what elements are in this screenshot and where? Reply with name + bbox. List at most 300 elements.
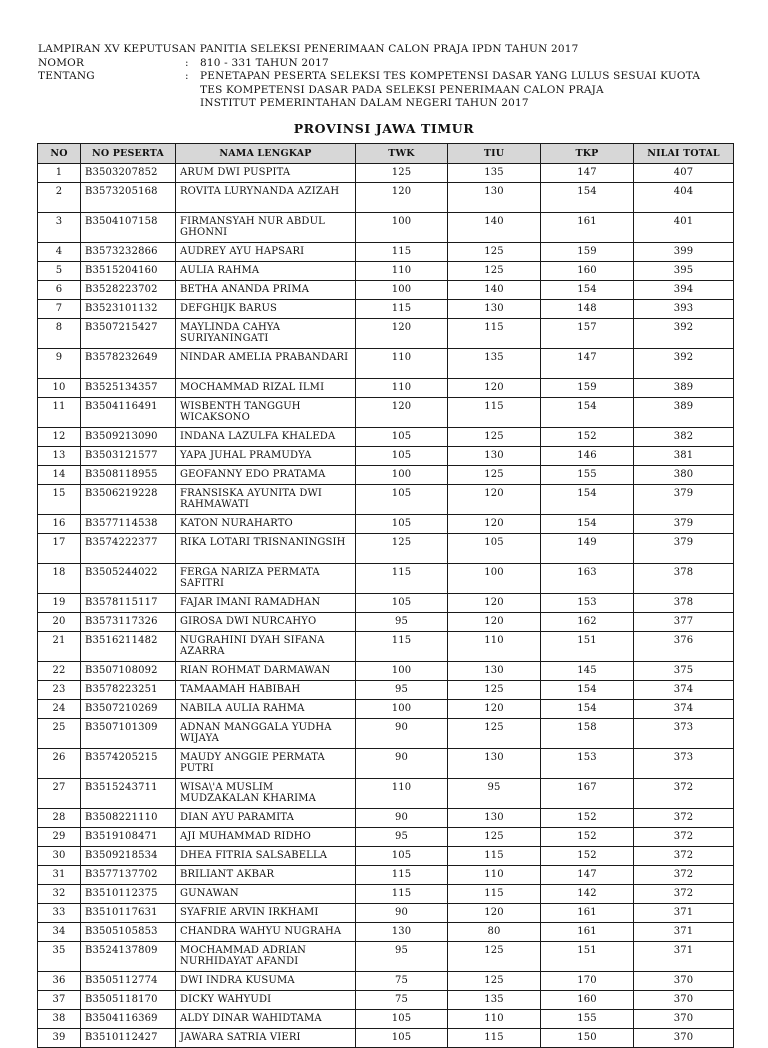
row-no-peserta: B3507101309 [81, 719, 176, 749]
row-twk: 115 [356, 885, 448, 904]
table-row [38, 594, 734, 613]
row-twk: 125 [356, 534, 448, 564]
row-nama-lengkap: WISA\'A MUSLIM MUDZAKALAN KHARIMA [176, 779, 356, 809]
row-twk: 105 [356, 1010, 448, 1029]
row-twk: 115 [356, 564, 448, 594]
row-tkp: 158 [541, 719, 634, 749]
table-row [38, 564, 734, 594]
tentang-value [200, 70, 738, 111]
col-header-tiu: TIU [448, 144, 541, 164]
row-twk: 100 [356, 466, 448, 485]
tentang-label: TENTANG [38, 70, 95, 82]
table-row [38, 779, 734, 809]
row-nama-lengkap: MOCHAMMAD ADRIAN NURHIDAYAT AFANDI [176, 942, 356, 972]
table-row [38, 1010, 734, 1029]
row-no: 7 [38, 300, 81, 319]
row-twk: 105 [356, 594, 448, 613]
row-tiu: 140 [448, 213, 541, 243]
row-tiu: 105 [448, 534, 541, 564]
row-tkp: 159 [541, 243, 634, 262]
row-nama-lengkap: FRANSISKA AYUNITA DWI RAHMAWATI [176, 485, 356, 515]
row-tkp: 154 [541, 681, 634, 700]
row-tiu: 135 [448, 991, 541, 1010]
row-tkp: 154 [541, 485, 634, 515]
row-no: 10 [38, 379, 81, 398]
tentang-line-3: INSTITUT PEMERINTAHAN DALAM NEGERI TAHUN 2017 [200, 97, 529, 109]
row-tkp: 152 [541, 809, 634, 828]
table-row [38, 183, 734, 213]
row-tkp: 145 [541, 662, 634, 681]
table-row [38, 828, 734, 847]
table-row [38, 213, 734, 243]
row-tiu: 120 [448, 613, 541, 632]
row-twk: 110 [356, 349, 448, 379]
row-nilai-total: 372 [634, 885, 734, 904]
row-twk: 75 [356, 972, 448, 991]
row-nama-lengkap: MAYLINDA CAHYA SURIYANINGATI [176, 319, 356, 349]
row-twk: 120 [356, 183, 448, 213]
row-tkp: 160 [541, 262, 634, 281]
row-twk: 75 [356, 991, 448, 1010]
row-nama-lengkap: CHANDRA WAHYU NUGRAHA [176, 923, 356, 942]
row-nama-lengkap: INDANA LAZULFA KHALEDA [176, 428, 356, 447]
row-no: 37 [38, 991, 81, 1010]
col-header-nilai-total: NILAI TOTAL [634, 144, 734, 164]
row-nama-lengkap: MOCHAMMAD RIZAL ILMI [176, 379, 356, 398]
row-twk: 105 [356, 515, 448, 534]
row-nilai-total: 370 [634, 972, 734, 991]
row-nama-lengkap: GEOFANNY EDO PRATAMA [176, 466, 356, 485]
row-nilai-total: 372 [634, 847, 734, 866]
row-tkp: 152 [541, 847, 634, 866]
row-tkp: 148 [541, 300, 634, 319]
row-tiu: 120 [448, 485, 541, 515]
row-no-peserta: B3577114538 [81, 515, 176, 534]
row-nama-lengkap: AJI MUHAMMAD RIDHO [176, 828, 356, 847]
row-nilai-total: 382 [634, 428, 734, 447]
row-no: 16 [38, 515, 81, 534]
row-no-peserta: B3515243711 [81, 779, 176, 809]
row-no: 13 [38, 447, 81, 466]
table-row [38, 164, 734, 183]
row-nama-lengkap: AUDREY AYU HAPSARI [176, 243, 356, 262]
row-nilai-total: 371 [634, 923, 734, 942]
row-nama-lengkap: DWI INDRA KUSUMA [176, 972, 356, 991]
table-row [38, 866, 734, 885]
row-nama-lengkap: FERGA NARIZA PERMATA SAFITRI [176, 564, 356, 594]
row-nilai-total: 373 [634, 749, 734, 779]
row-no-peserta: B3510112427 [81, 1029, 176, 1048]
row-no: 25 [38, 719, 81, 749]
row-nama-lengkap: DIAN AYU PARAMITA [176, 809, 356, 828]
row-nama-lengkap: JAWARA SATRIA VIERI [176, 1029, 356, 1048]
row-tkp: 150 [541, 1029, 634, 1048]
row-tiu: 95 [448, 779, 541, 809]
row-tkp: 155 [541, 1010, 634, 1029]
table-row [38, 700, 734, 719]
col-header-nama-lengkap: NAMA LENGKAP [176, 144, 356, 164]
row-tkp: 161 [541, 904, 634, 923]
row-twk: 115 [356, 300, 448, 319]
table-row [38, 923, 734, 942]
row-tiu: 115 [448, 847, 541, 866]
row-tkp: 167 [541, 779, 634, 809]
row-nilai-total: 377 [634, 613, 734, 632]
row-tiu: 110 [448, 866, 541, 885]
row-tiu: 120 [448, 700, 541, 719]
row-no: 26 [38, 749, 81, 779]
row-no-peserta: B3524137809 [81, 942, 176, 972]
row-nama-lengkap: FIRMANSYAH NUR ABDUL GHONNI [176, 213, 356, 243]
table-row [38, 428, 734, 447]
row-no: 9 [38, 349, 81, 379]
row-no: 38 [38, 1010, 81, 1029]
row-tiu: 110 [448, 632, 541, 662]
row-nama-lengkap: NABILA AULIA RAHMA [176, 700, 356, 719]
row-no-peserta: B3507215427 [81, 319, 176, 349]
row-twk: 95 [356, 942, 448, 972]
row-tiu: 125 [448, 681, 541, 700]
row-tiu: 110 [448, 1010, 541, 1029]
row-no-peserta: B3503207852 [81, 164, 176, 183]
table-row [38, 398, 734, 428]
row-no: 23 [38, 681, 81, 700]
row-no: 27 [38, 779, 81, 809]
row-twk: 105 [356, 847, 448, 866]
row-twk: 100 [356, 700, 448, 719]
row-tiu: 125 [448, 428, 541, 447]
row-tkp: 152 [541, 828, 634, 847]
row-nilai-total: 399 [634, 243, 734, 262]
row-twk: 125 [356, 164, 448, 183]
row-nama-lengkap: DHEA FITRIA SALSABELLA [176, 847, 356, 866]
row-tkp: 161 [541, 923, 634, 942]
row-twk: 90 [356, 809, 448, 828]
row-no: 30 [38, 847, 81, 866]
table-row [38, 632, 734, 662]
row-no-peserta: B3577137702 [81, 866, 176, 885]
row-no: 8 [38, 319, 81, 349]
row-tiu: 130 [448, 809, 541, 828]
nomor-value: 810 - 331 TAHUN 2017 [200, 56, 329, 69]
row-twk: 115 [356, 632, 448, 662]
row-nilai-total: 379 [634, 534, 734, 564]
row-no-peserta: B3523101132 [81, 300, 176, 319]
row-nama-lengkap: BETHA ANANDA PRIMA [176, 281, 356, 300]
table-row [38, 534, 734, 564]
table-row [38, 847, 734, 866]
table-row [38, 515, 734, 534]
row-no: 5 [38, 262, 81, 281]
row-nilai-total: 380 [634, 466, 734, 485]
row-no: 32 [38, 885, 81, 904]
row-no-peserta: B3573205168 [81, 183, 176, 213]
table-row [38, 942, 734, 972]
row-no-peserta: B3525134357 [81, 379, 176, 398]
row-nama-lengkap: FAJAR IMANI RAMADHAN [176, 594, 356, 613]
row-nama-lengkap: DEFGHIJK BARUS [176, 300, 356, 319]
row-no: 11 [38, 398, 81, 428]
row-no-peserta: B3507210269 [81, 700, 176, 719]
row-no: 3 [38, 213, 81, 243]
row-nilai-total: 373 [634, 719, 734, 749]
row-no-peserta: B3507108092 [81, 662, 176, 681]
row-twk: 95 [356, 613, 448, 632]
row-nama-lengkap: TAMAAMAH HABIBAH [176, 681, 356, 700]
row-twk: 100 [356, 213, 448, 243]
row-no: 6 [38, 281, 81, 300]
row-no: 35 [38, 942, 81, 972]
table-row [38, 349, 734, 379]
row-tiu: 120 [448, 379, 541, 398]
row-no-peserta: B3509218534 [81, 847, 176, 866]
table-row [38, 991, 734, 1010]
table-row [38, 749, 734, 779]
row-no: 15 [38, 485, 81, 515]
table-row [38, 447, 734, 466]
row-twk: 110 [356, 779, 448, 809]
row-nama-lengkap: GIROSA DWI NURCAHYO [176, 613, 356, 632]
row-no: 17 [38, 534, 81, 564]
row-nilai-total: 394 [634, 281, 734, 300]
row-tiu: 130 [448, 183, 541, 213]
row-nama-lengkap: RIAN ROHMAT DARMAWAN [176, 662, 356, 681]
row-no: 28 [38, 809, 81, 828]
row-tiu: 115 [448, 319, 541, 349]
nomor-colon: : [185, 56, 189, 69]
row-nama-lengkap: MAUDY ANGGIE PERMATA PUTRI [176, 749, 356, 779]
row-tiu: 125 [448, 719, 541, 749]
row-nilai-total: 370 [634, 1029, 734, 1048]
tentang-line-2: TES KOMPETENSI DASAR PADA SELEKSI PENERIMAAN CALON PRAJA [200, 83, 604, 96]
row-twk: 115 [356, 243, 448, 262]
row-no-peserta: B3504116491 [81, 398, 176, 428]
row-twk: 110 [356, 262, 448, 281]
row-tkp: 163 [541, 564, 634, 594]
table-row [38, 1029, 734, 1048]
table-body [38, 164, 734, 1048]
row-tiu: 100 [448, 564, 541, 594]
table-row [38, 319, 734, 349]
row-tiu: 115 [448, 1029, 541, 1048]
row-twk: 105 [356, 428, 448, 447]
row-tkp: 151 [541, 942, 634, 972]
row-no-peserta: B3504107158 [81, 213, 176, 243]
row-tkp: 142 [541, 885, 634, 904]
row-tiu: 120 [448, 904, 541, 923]
table-row [38, 379, 734, 398]
row-no-peserta: B3573117326 [81, 613, 176, 632]
row-tkp: 147 [541, 866, 634, 885]
row-tkp: 146 [541, 447, 634, 466]
row-nilai-total: 376 [634, 632, 734, 662]
table-row [38, 662, 734, 681]
row-tkp: 154 [541, 700, 634, 719]
table-row [38, 809, 734, 828]
row-nilai-total: 401 [634, 213, 734, 243]
row-no: 29 [38, 828, 81, 847]
table-row [38, 243, 734, 262]
row-tiu: 130 [448, 662, 541, 681]
row-no-peserta: B3578115117 [81, 594, 176, 613]
row-nama-lengkap: BRILIANT AKBAR [176, 866, 356, 885]
row-nilai-total: 379 [634, 485, 734, 515]
row-nilai-total: 374 [634, 700, 734, 719]
table-row [38, 613, 734, 632]
row-nama-lengkap: ROVITA LURYNANDA AZIZAH [176, 183, 356, 213]
row-no-peserta: B3505105853 [81, 923, 176, 942]
row-no-peserta: B3510117631 [81, 904, 176, 923]
document-header [38, 43, 738, 111]
row-tiu: 130 [448, 300, 541, 319]
row-nilai-total: 370 [634, 991, 734, 1010]
row-nilai-total: 393 [634, 300, 734, 319]
row-twk: 95 [356, 828, 448, 847]
row-tiu: 125 [448, 828, 541, 847]
row-tkp: 154 [541, 515, 634, 534]
row-tiu: 125 [448, 972, 541, 991]
row-no-peserta: B3578223251 [81, 681, 176, 700]
row-no-peserta: B3505118170 [81, 991, 176, 1010]
row-no: 24 [38, 700, 81, 719]
row-twk: 115 [356, 866, 448, 885]
row-nilai-total: 372 [634, 779, 734, 809]
row-nilai-total: 389 [634, 379, 734, 398]
table-row [38, 466, 734, 485]
row-no: 39 [38, 1029, 81, 1048]
row-tiu: 130 [448, 749, 541, 779]
row-nilai-total: 378 [634, 594, 734, 613]
row-nama-lengkap: WISBENTH TANGGUH WICAKSONO [176, 398, 356, 428]
row-twk: 100 [356, 281, 448, 300]
row-nama-lengkap: NUGRAHINI DYAH SIFANA AZARRA [176, 632, 356, 662]
col-header-twk: TWK [356, 144, 448, 164]
row-no: 36 [38, 972, 81, 991]
table-row [38, 485, 734, 515]
row-tkp: 149 [541, 534, 634, 564]
row-no-peserta: B3574205215 [81, 749, 176, 779]
row-nama-lengkap: ARUM DWI PUSPITA [176, 164, 356, 183]
row-nama-lengkap: SYAFRIE ARVIN IRKHAMI [176, 904, 356, 923]
row-twk: 120 [356, 319, 448, 349]
row-no-peserta: B3508118955 [81, 466, 176, 485]
row-no-peserta: B3505112774 [81, 972, 176, 991]
row-nilai-total: 392 [634, 319, 734, 349]
tentang-colon: : [185, 70, 189, 82]
col-header-no-peserta: NO PESERTA [81, 144, 176, 164]
row-tkp: 161 [541, 213, 634, 243]
row-nilai-total: 407 [634, 164, 734, 183]
row-no: 14 [38, 466, 81, 485]
row-no: 20 [38, 613, 81, 632]
header-line-lampiran [38, 43, 738, 57]
row-nilai-total: 375 [634, 662, 734, 681]
row-tkp: 162 [541, 613, 634, 632]
table-row [38, 904, 734, 923]
row-tkp: 157 [541, 319, 634, 349]
row-tiu: 125 [448, 466, 541, 485]
row-tiu: 135 [448, 164, 541, 183]
row-no: 2 [38, 183, 81, 213]
row-tkp: 147 [541, 349, 634, 379]
row-tkp: 159 [541, 379, 634, 398]
row-tiu: 125 [448, 243, 541, 262]
row-no-peserta: B3504116369 [81, 1010, 176, 1029]
row-tkp: 147 [541, 164, 634, 183]
row-twk: 105 [356, 1029, 448, 1048]
row-nama-lengkap: ADNAN MANGGALA YUDHA WIJAYA [176, 719, 356, 749]
row-no: 33 [38, 904, 81, 923]
row-nama-lengkap: GUNAWAN [176, 885, 356, 904]
row-nilai-total: 372 [634, 828, 734, 847]
row-no-peserta: B3574222377 [81, 534, 176, 564]
row-twk: 105 [356, 447, 448, 466]
row-nama-lengkap: ALDY DINAR WAHIDTAMA [176, 1010, 356, 1029]
header-line-tentang [38, 70, 738, 111]
row-twk: 95 [356, 681, 448, 700]
header-line-nomor [38, 57, 738, 71]
table-row [38, 281, 734, 300]
row-tkp: 154 [541, 183, 634, 213]
row-nama-lengkap: RIKA LOTARI TRISNANINGSIH [176, 534, 356, 564]
row-nilai-total: 371 [634, 942, 734, 972]
row-nama-lengkap: NINDAR AMELIA PRABANDARI [176, 349, 356, 379]
row-nama-lengkap: AULIA RAHMA [176, 262, 356, 281]
row-nilai-total: 378 [634, 564, 734, 594]
row-no: 18 [38, 564, 81, 594]
row-tiu: 130 [448, 447, 541, 466]
row-no: 12 [38, 428, 81, 447]
row-no-peserta: B3509213090 [81, 428, 176, 447]
nomor-label: NOMOR [38, 56, 85, 69]
row-twk: 100 [356, 662, 448, 681]
row-nilai-total: 370 [634, 1010, 734, 1029]
row-nilai-total: 404 [634, 183, 734, 213]
row-no: 34 [38, 923, 81, 942]
row-no-peserta: B3515204160 [81, 262, 176, 281]
row-tiu: 125 [448, 942, 541, 972]
row-tkp: 153 [541, 749, 634, 779]
row-nilai-total: 379 [634, 515, 734, 534]
table-row [38, 681, 734, 700]
table-header [38, 144, 734, 164]
row-twk: 130 [356, 923, 448, 942]
table-row [38, 262, 734, 281]
col-header-no: NO [38, 144, 81, 164]
table-row [38, 719, 734, 749]
row-tiu: 80 [448, 923, 541, 942]
row-no-peserta: B3508221110 [81, 809, 176, 828]
row-nilai-total: 389 [634, 398, 734, 428]
row-nilai-total: 381 [634, 447, 734, 466]
row-no-peserta: B3516211482 [81, 632, 176, 662]
row-twk: 120 [356, 398, 448, 428]
row-tiu: 120 [448, 515, 541, 534]
row-no-peserta: B3519108471 [81, 828, 176, 847]
row-twk: 90 [356, 719, 448, 749]
row-no: 31 [38, 866, 81, 885]
page-title: PROVINSI JAWA TIMUR [293, 121, 475, 136]
row-tkp: 154 [541, 281, 634, 300]
row-tiu: 140 [448, 281, 541, 300]
row-tiu: 115 [448, 885, 541, 904]
row-no: 4 [38, 243, 81, 262]
row-no-peserta: B3573232866 [81, 243, 176, 262]
row-no-peserta: B3578232649 [81, 349, 176, 379]
row-tiu: 125 [448, 262, 541, 281]
col-header-tkp: TKP [541, 144, 634, 164]
row-nilai-total: 372 [634, 866, 734, 885]
